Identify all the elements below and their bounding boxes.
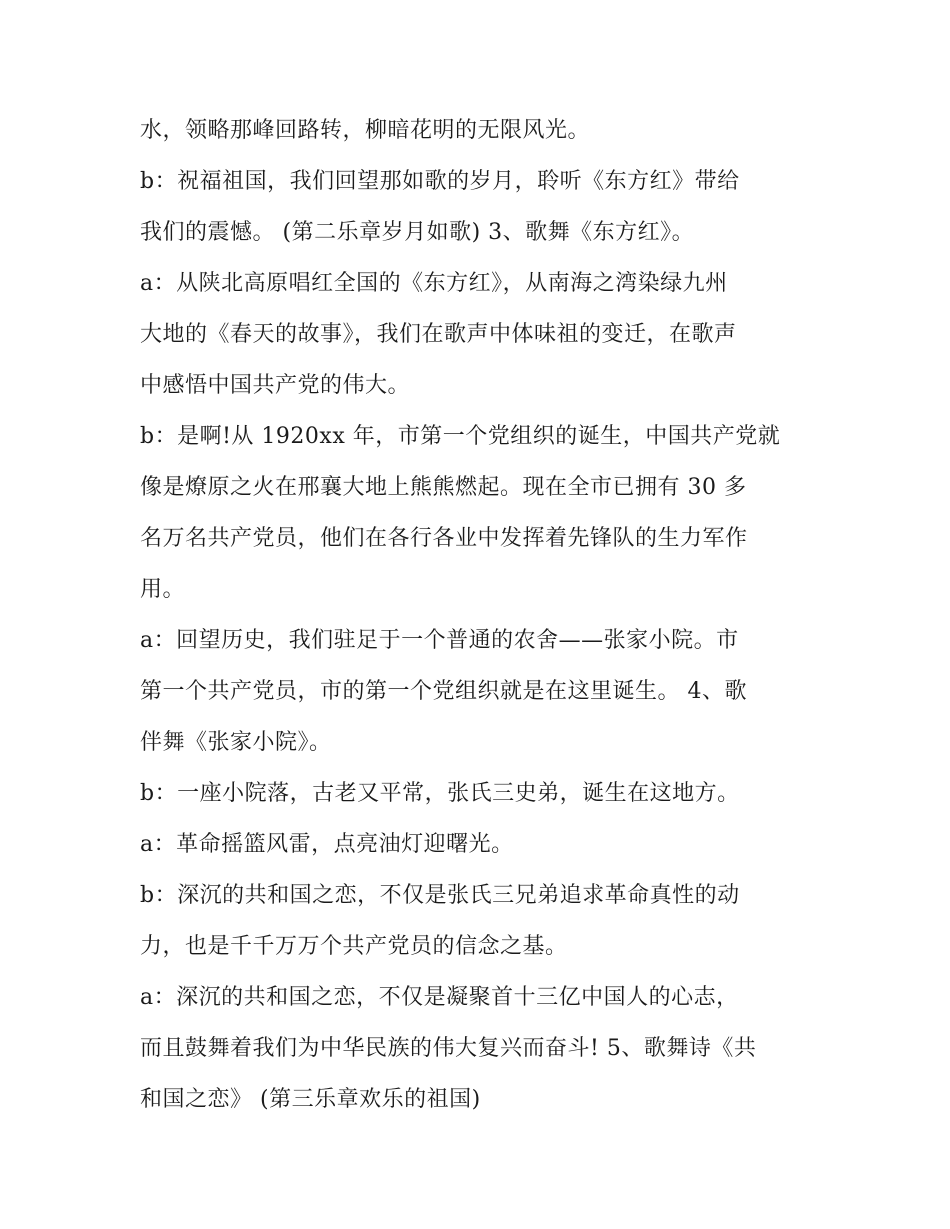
text-line: 力，也是千千万万个共产党员的信念之基。 [140, 934, 568, 959]
text-line: 而且鼓舞着我们为中华民族的伟大复兴而奋斗! 5、歌舞诗《共 [140, 1036, 757, 1061]
text-line: b：是啊!从 1920xx 年，市第一个党组织的诞生，中国共产党就 [140, 424, 781, 449]
text-line: 和国之恋》 (第三乐章欢乐的祖国) [140, 1087, 481, 1112]
text-line: 名万名共产党员，他们在各行各业中发挥着先锋队的生力军作 [140, 526, 748, 551]
text-line: 我们的震憾。 (第二乐章岁月如歌) 3、歌舞《东方红》。 [140, 220, 695, 245]
text-line: 中感悟中国共产党的伟大。 [140, 373, 411, 398]
text-line: 像是燎原之火在邢襄大地上熊熊燃起。现在全市已拥有 30 多 [140, 475, 747, 500]
text-line: 伴舞《张家小院》。 [140, 730, 332, 755]
text-line: a：深沉的共和国之恋，不仅是凝聚首十三亿中国人的心志， [140, 985, 739, 1010]
text-line: b：一座小院落，古老又平常，张氏三史弟，诞生在这地方。 [140, 781, 740, 806]
text-line: 水，领略那峰回路转，柳暗花明的无限风光。 [140, 118, 591, 143]
text-line: a：回望历史，我们驻足于一个普通的农舍——张家小院。市 [140, 628, 739, 653]
text-line: a：从陕北高原唱红全国的《东方红》，从南海之湾染绿九州 [140, 271, 728, 296]
document-body [140, 105, 820, 1125]
text-line: 第一个共产党员，市的第一个党组织就是在这里诞生。 4、歌 [140, 679, 747, 704]
text-line: a：革命摇篮风雷，点亮油灯迎曙光。 [140, 832, 514, 857]
text-line: 用。 [140, 577, 186, 602]
text-line: b：祝福祖国，我们回望那如歌的岁月，聆听《东方红》带给 [140, 169, 740, 194]
text-line: b：深沉的共和国之恋，不仅是张氏三兄弟追求革命真性的动 [140, 883, 740, 908]
text-line: 大地的《春天的故事》，我们在歌声中体味祖的变迁，在歌声 [140, 322, 737, 347]
